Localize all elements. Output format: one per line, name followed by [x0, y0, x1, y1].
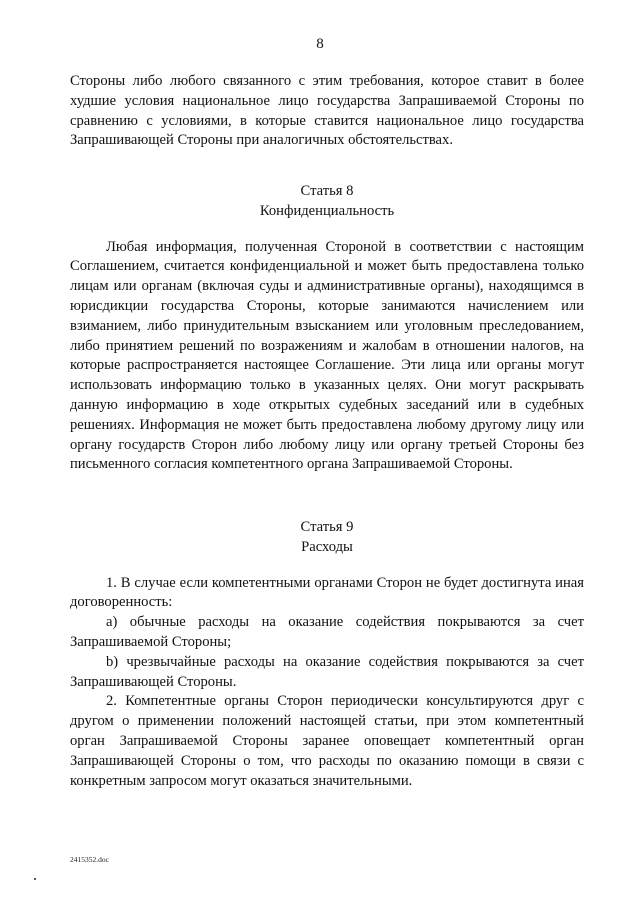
article-9-clause-a: а) обычные расходы на оказание содействия покрываются за счет Запрашиваемой Стороны; — [70, 614, 584, 650]
article-8-heading: Статья 8 — [300, 183, 354, 199]
article-9-section — [70, 518, 584, 791]
article-9-clause-b: b) чрезвычайные расходы на оказание содействия покрываются за счет Запрашивающей Стороны. — [70, 653, 584, 690]
intro-paragraph: Стороны либо любого связанного с этим требования, которое ставит в более худшие условия национальное лицо государства Запрашиваемой Стороны по сравнению с условиями, в которые ставится национальное лицо государства Запрашивающей Стороны при аналогичных обстоятельствах. — [70, 73, 584, 149]
article-8-title: Конфиденциальность — [259, 202, 395, 219]
intro-section — [70, 72, 584, 151]
article-8-section — [70, 182, 584, 475]
article-9-heading: Статья 9 — [300, 519, 354, 535]
article-9-title: Расходы — [301, 538, 353, 555]
article-8-paragraph: Любая информация, полученная Стороной в соответствии с настоящим Соглашением, считается конфиденциальной и может быть предоставлена только лицам или органам (включая суды и административные органы), находящимся в юрисдикции государства Стороны, которые занимаются начислением или взиманием, либо принудительным взысканием или уголовным преследованием, либо принятием решений по возражениям и жалобам в отношении налогов, на которые распространяется настоящее Соглашение. Эти лица или органы могут использовать информацию только в указанных целях. Они могут раскрывать данную информацию в ходе открытых судебных заседаний или в судебных решениях. Информация не может быть предоставлена любому другому лицу или органу государств Сторон либо любому лицу или органу третьей Стороны без письменного согласия компетентного органа Запрашиваемой Стороны. — [70, 238, 584, 473]
scan-mark — [34, 878, 36, 880]
article-9-clause-2: 2. Компетентные органы Сторон периодически консультируются друг с другом о применении положений настоящей статьи, при этом компетентный орган Запрашиваемой Стороны заранее оповещает компетентный орган Запрашивающей Стороны о том, что расходы по оказанию помощи в связи с конкретным запросом могут оказаться значительными. — [70, 693, 584, 789]
article-9-clause-1: 1. В случае если компетентными органами Сторон не будет достигнута иная договоренность: — [70, 574, 584, 611]
file-footer: 2415352.doc — [70, 855, 109, 864]
page-number: 8 — [316, 36, 324, 52]
